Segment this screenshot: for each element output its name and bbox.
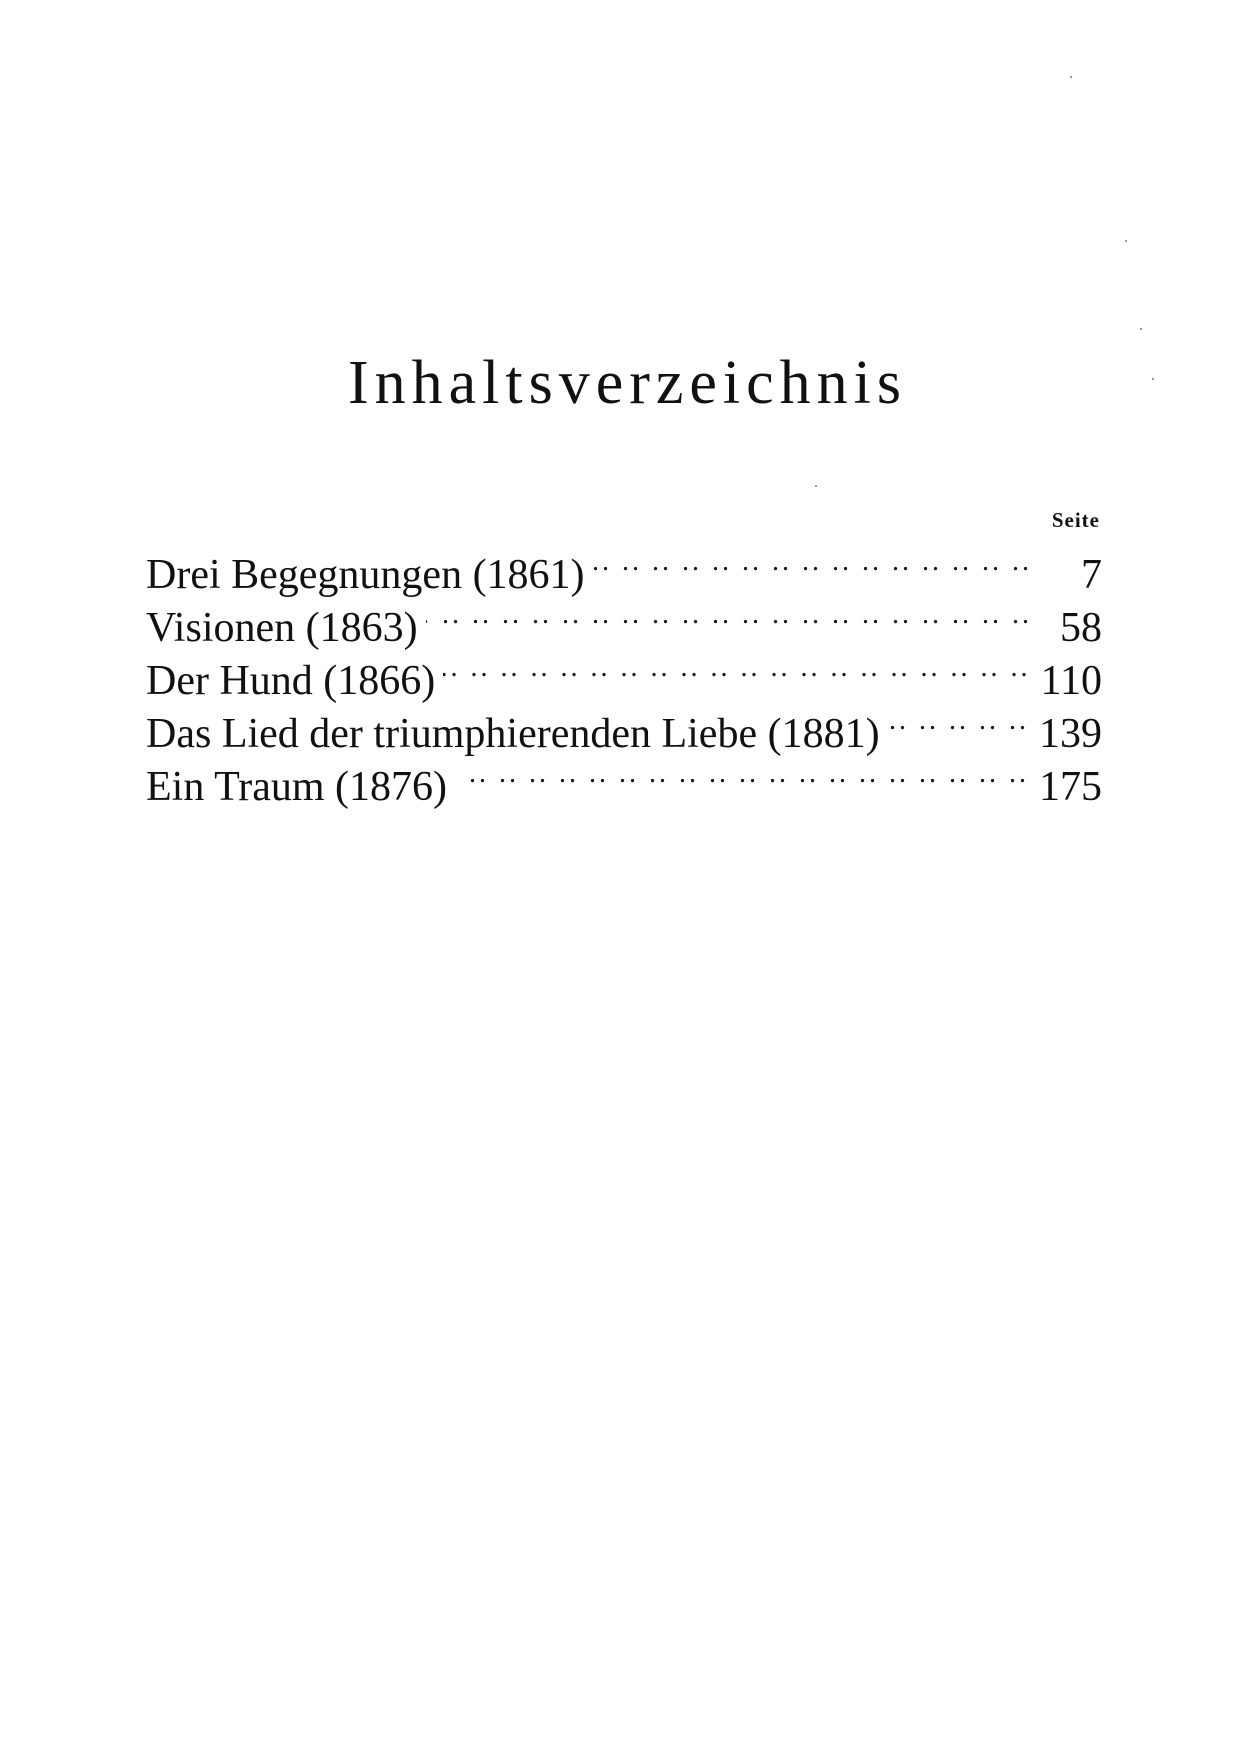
toc-entry-title: Ein Traum (1876): [146, 764, 448, 810]
scan-speck: [1140, 328, 1142, 330]
scan-speck: [1125, 240, 1127, 242]
toc-entry-page: 139: [1039, 711, 1102, 757]
toc-entry-page: 58: [1060, 605, 1102, 651]
dot-leader: [888, 694, 1029, 747]
page-column-label: Seite: [1051, 508, 1100, 532]
toc-entry-title: Der Hund (1866): [146, 658, 436, 704]
dot-leader: [426, 588, 1032, 641]
dot-leader: [593, 535, 1032, 588]
scan-speck: [1152, 378, 1154, 380]
page-title: Inhaltsverzeichnis: [347, 349, 908, 417]
toc-list: [146, 535, 1102, 810]
table-of-contents: [146, 505, 1102, 810]
toc-entry-title: Das Lied der triumphierenden Liebe (1881): [146, 711, 880, 757]
scan-speck: [815, 485, 817, 487]
dot-leader: [455, 747, 1029, 800]
toc-entry-title: Visionen (1863): [146, 605, 418, 651]
dot-leader: [443, 641, 1030, 694]
toc-entry-page: 7: [1081, 552, 1102, 598]
toc-entry-title: Drei Begegnungen (1861): [146, 552, 585, 598]
toc-entry-page: 110: [1040, 658, 1102, 704]
scan-speck: [1070, 76, 1072, 78]
toc-entry-page: 175: [1039, 764, 1102, 810]
toc-entry-drei-begegnungen[interactable]: [146, 535, 1102, 598]
